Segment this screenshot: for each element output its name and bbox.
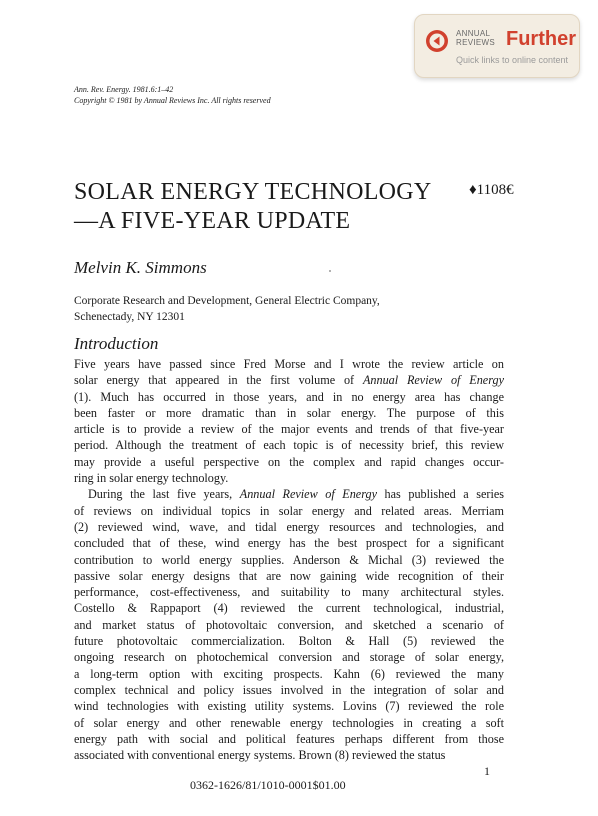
article-code: ♦1108€ (469, 182, 514, 198)
text-line (74, 470, 504, 486)
text-run: concluded that of these, wind energy has the best prospect for a significant (74, 536, 504, 551)
citation-line: Ann. Rev. Energy. 1981.6:1–42 (74, 85, 174, 94)
text-run: solar energy that appeared in the first volume of (74, 373, 363, 388)
text-line (74, 405, 504, 421)
author-affiliation (74, 293, 380, 325)
text-line (74, 715, 504, 731)
text-run: article is to provide a review of the major events and trends of that five-year (74, 422, 504, 437)
text-line (74, 698, 504, 714)
annual-reviews-wordmark (456, 29, 495, 47)
text-run: wind technologies with existing utility systems. Lovins (7) reviewed the role (74, 699, 504, 714)
text-run: has published a series (377, 487, 504, 502)
title-line-1: SOLAR ENERGY TECHNOLOGY (74, 179, 432, 205)
journal-citation (74, 84, 271, 106)
text-line (74, 633, 504, 649)
text-run: performance, cost-effectiveness, and suitability to many architectural styles. (74, 585, 504, 600)
banner-subtitle: Quick links to online content (456, 55, 569, 65)
affiliation-line-1: Corporate Research and Development, General Electric Company, (74, 295, 380, 307)
article-title (74, 178, 432, 236)
text-line (74, 600, 504, 616)
text-run: (2) reviewed wind, wave, and tidal energy resources and technologies, and (74, 519, 504, 534)
banner-reviews: REVIEWS (456, 38, 495, 47)
page-number: 1 (484, 764, 490, 778)
text-run: passive solar energy designs that are now gaining wide recognition of their (74, 568, 504, 583)
text-run: of solar energy and other renewable energy technologies in creating a soft (74, 715, 504, 730)
text-line (74, 503, 504, 519)
text-run: associated with conventional energy systems. Brown (8) reviewed the status (74, 748, 446, 763)
text-line (74, 552, 504, 568)
text-line (74, 649, 504, 665)
text-line (74, 568, 504, 584)
paragraph (74, 356, 504, 486)
paragraph (74, 486, 504, 763)
banner-annual: ANNUAL (456, 29, 491, 38)
text-line (74, 535, 504, 551)
annual-reviews-logo-icon (425, 29, 449, 53)
text-run: may provide a useful perspective on the complex and rapid changes occur- (74, 454, 504, 469)
text-run: energy path with social and political features perhaps different from those (74, 731, 504, 746)
annual-reviews-further-banner[interactable] (414, 14, 580, 78)
text-line (74, 421, 504, 437)
text-run: ring in solar energy technology. (74, 471, 229, 486)
footer-code: 0362-1626/81/1010-0001$01.00 (190, 778, 346, 792)
text-run: and market status of photovoltaic conversion, and sketched a scenario of (74, 617, 504, 632)
text-run: ongoing research on photochemical conversion and storage of solar energy, (74, 650, 504, 665)
text-line (74, 747, 504, 763)
text-run: future photovoltaic commercialization. Bolton & Hall (5) reviewed the (74, 634, 504, 649)
text-run: Costello & Rappaport (4) reviewed the current technological, industrial, (74, 601, 504, 616)
text-line (74, 666, 504, 682)
text-line (74, 682, 504, 698)
section-heading: Introduction (74, 334, 159, 353)
stray-dot (329, 270, 331, 272)
text-line (74, 437, 504, 453)
text-line (74, 372, 504, 388)
text-run: contribution to world energy supplies. Anderson & Michal (3) reviewed the (74, 552, 504, 567)
text-run: complex technical and policy issues involved in the integration of solar and (74, 682, 504, 697)
text-line (74, 731, 504, 747)
text-run: During the last five years, (88, 487, 240, 502)
text-line (74, 389, 504, 405)
journal-name: Annual Review of Energy (239, 487, 378, 502)
text-line (74, 356, 504, 372)
author-name: Melvin K. Simmons (74, 258, 207, 277)
journal-name: Annual Review of Energy (362, 373, 504, 388)
title-line-2: —A FIVE-YEAR UPDATE (74, 208, 351, 234)
text-run: Five years have passed since Fred Morse and I wrote the review article on (74, 357, 504, 371)
text-run: (1). Much has occurred in those years, and in no energy area has change (74, 389, 504, 404)
affiliation-line-2: Schenectady, NY 12301 (74, 311, 185, 323)
body-text (74, 356, 504, 763)
banner-further-label[interactable]: Further (506, 28, 576, 50)
text-run: period. Although the treatment of each topic is of necessity brief, this review (74, 438, 504, 453)
copyright-line: Copyright © 1981 by Annual Reviews Inc. All rights reserved (74, 96, 271, 105)
text-line (74, 486, 504, 502)
text-line (74, 454, 504, 470)
text-run: of reviews on individual topics in solar energy and related areas. Merriam (74, 503, 504, 518)
text-line (74, 617, 504, 633)
text-run: a long-term option with exciting prospects. Kahn (6) reviewed the many (74, 666, 504, 681)
text-line (74, 584, 504, 600)
text-run: been faster or more dramatic than in solar energy. The purpose of this (74, 405, 504, 420)
text-line (74, 519, 504, 535)
